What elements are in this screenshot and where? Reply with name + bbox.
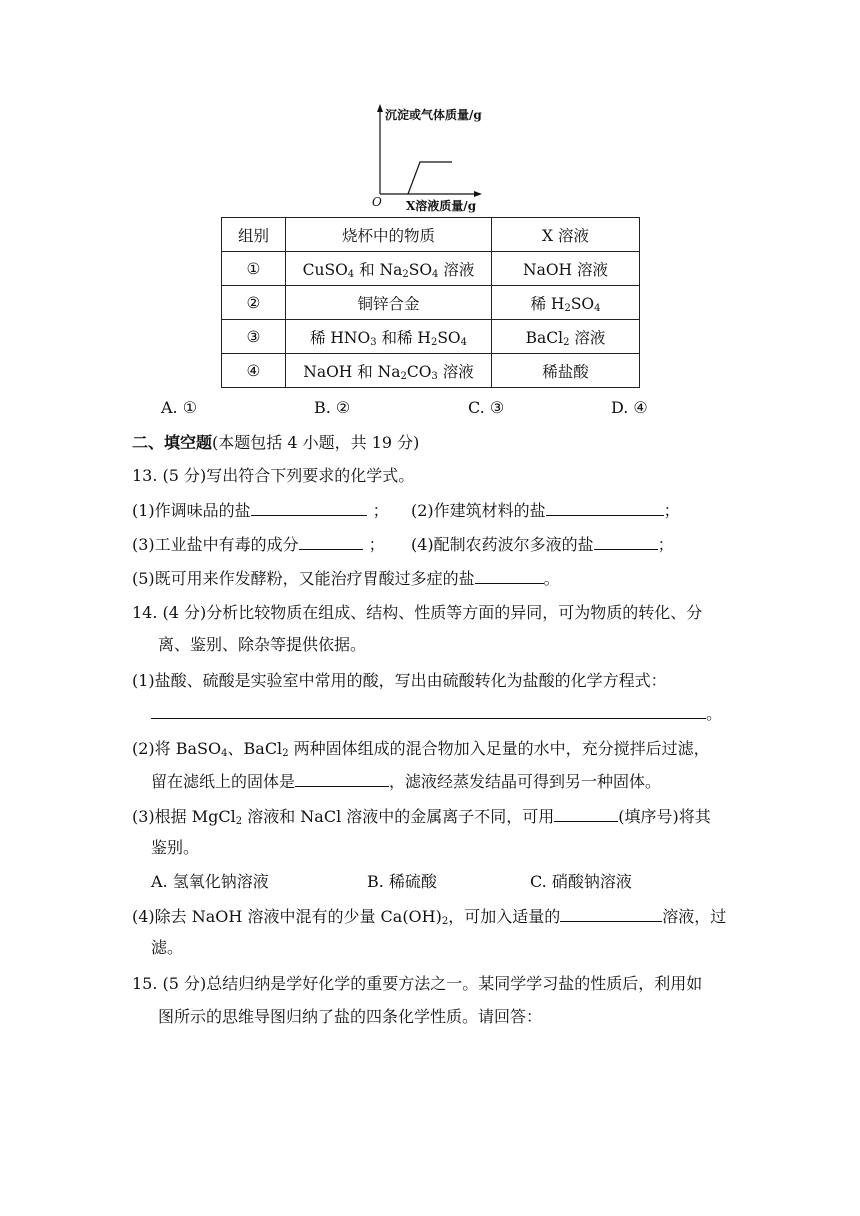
beaker-cell: NaOH 和 $Na_2CO_3$ 溶液 <box>286 354 492 388</box>
table-row <box>222 252 640 286</box>
row-id: ② <box>222 286 286 320</box>
q14-p3-opt-a: A. 氢氧化钠溶液 <box>151 872 269 891</box>
q14-p1: (1)盐酸、硫酸是实验室中常用的酸，写出由硫酸转化为盐酸的化学方程式： <box>132 671 667 690</box>
answer-blank[interactable] <box>554 806 618 822</box>
answer-blank[interactable] <box>475 568 544 584</box>
q14-p3-line2: 鉴别。 <box>151 838 200 857</box>
y-axis-arrow <box>377 104 383 112</box>
section-title: 二、填空题 <box>132 433 213 452</box>
q14-p2: (2)将 BaSO$_4$、BaCl$_2$ 两种固体组成的混合物加入足量的水中，充分搅拌后过滤， <box>132 739 710 759</box>
answer-blank[interactable] <box>251 500 367 516</box>
x-axis-label: X溶液质量/g <box>406 199 477 213</box>
table-row <box>222 354 640 388</box>
q13-line2b: (4)配制农药波尔多液的盐 ； <box>411 535 674 554</box>
q13-line2: (3)工业盐中有毒的成分 ； <box>132 535 385 554</box>
row-id: ④ <box>222 354 286 388</box>
q15-stem-1: 15. (5 分)总结归纳是学好化学的重要方法之一。某同学学习盐的性质后，利用如 <box>132 974 703 993</box>
q13-stem: 13. (5 分)写出符合下列要求的化学式。 <box>132 466 415 485</box>
section-note: (本题包括 4 小题，共 19 分) <box>212 433 420 452</box>
section-heading <box>132 433 419 453</box>
header-cell: X 溶液 <box>492 218 640 252</box>
option-a: A. ① <box>161 398 198 417</box>
option-b: B. ② <box>314 398 351 417</box>
x-cell: NaOH 溶液 <box>492 252 640 286</box>
q13-line1b: (2)作建筑材料的盐 ； <box>411 501 680 520</box>
beaker-cell: 铜锌合金 <box>286 286 492 320</box>
y-axis-label: 沉淀或气体质量/g <box>385 108 482 122</box>
table-header-row <box>222 218 640 252</box>
table-row <box>222 286 640 320</box>
q14-stem-2: 离、鉴别、除杂等提供依据。 <box>158 635 367 654</box>
q14-p4: (4)除去 NaOH 溶液中混有的少量 $Ca(OH)_2$，可加入适量的 溶液，过 <box>132 907 727 927</box>
curve <box>408 162 452 194</box>
x-cell: BaCl$_2$ 溶液 <box>492 320 640 354</box>
q15-stem-2: 图所示的思维导图归纳了盐的四条化学性质。请回答： <box>158 1007 543 1026</box>
q14-p3: (3)根据 MgCl$_2$ 溶液和 NaCl 溶液中的金属离子不同，可用 (填序号)将其 <box>132 807 711 827</box>
header-cell: 组别 <box>222 218 286 252</box>
q13-line3: (5)既可用来作发酵粉，又能治疗胃酸过多症的盐 。 <box>132 569 560 588</box>
beaker-cell: CuSO$_4$ 和 $Na_2SO_4$ 溶液 <box>286 252 492 286</box>
x-cell: 稀 $H_2SO_4$ <box>492 286 640 320</box>
answer-blank[interactable] <box>560 906 662 922</box>
row-id: ① <box>222 252 286 286</box>
origin-label: O <box>372 195 382 209</box>
q14-p2-line2: 留在滤纸上的固体是 ，滤液经蒸发结晶可得到另一种固体。 <box>151 772 662 791</box>
answer-blank[interactable] <box>151 703 706 719</box>
q13-line1: (1)作调味品的盐 ； <box>132 501 389 520</box>
q14-p4-line2: 滤。 <box>151 938 184 957</box>
q14-p3-opt-b: B. 稀硫酸 <box>367 872 437 891</box>
header-cell: 烧杯中的物质 <box>286 218 492 252</box>
x-cell: 稀盐酸 <box>492 354 640 388</box>
option-c: C. ③ <box>468 398 505 417</box>
option-d: D. ④ <box>611 398 648 417</box>
table-row <box>222 320 640 354</box>
data-table <box>221 217 640 388</box>
q14-stem-1: 14. (4 分)分析比较物质在组成、结构、性质等方面的异同，可为物质的转化、分 <box>132 603 703 622</box>
row-id: ③ <box>222 320 286 354</box>
q14-p3-opt-c: C. 硝酸钠溶液 <box>530 872 632 891</box>
answer-blank[interactable] <box>546 500 664 516</box>
answer-blank[interactable] <box>299 534 363 550</box>
beaker-cell: 稀 $HNO_3$ 和稀 $H_2SO_4$ <box>286 320 492 354</box>
answer-blank[interactable] <box>594 534 658 550</box>
answer-blank[interactable] <box>295 771 389 787</box>
q14-p1-answer: 。 <box>151 703 722 724</box>
